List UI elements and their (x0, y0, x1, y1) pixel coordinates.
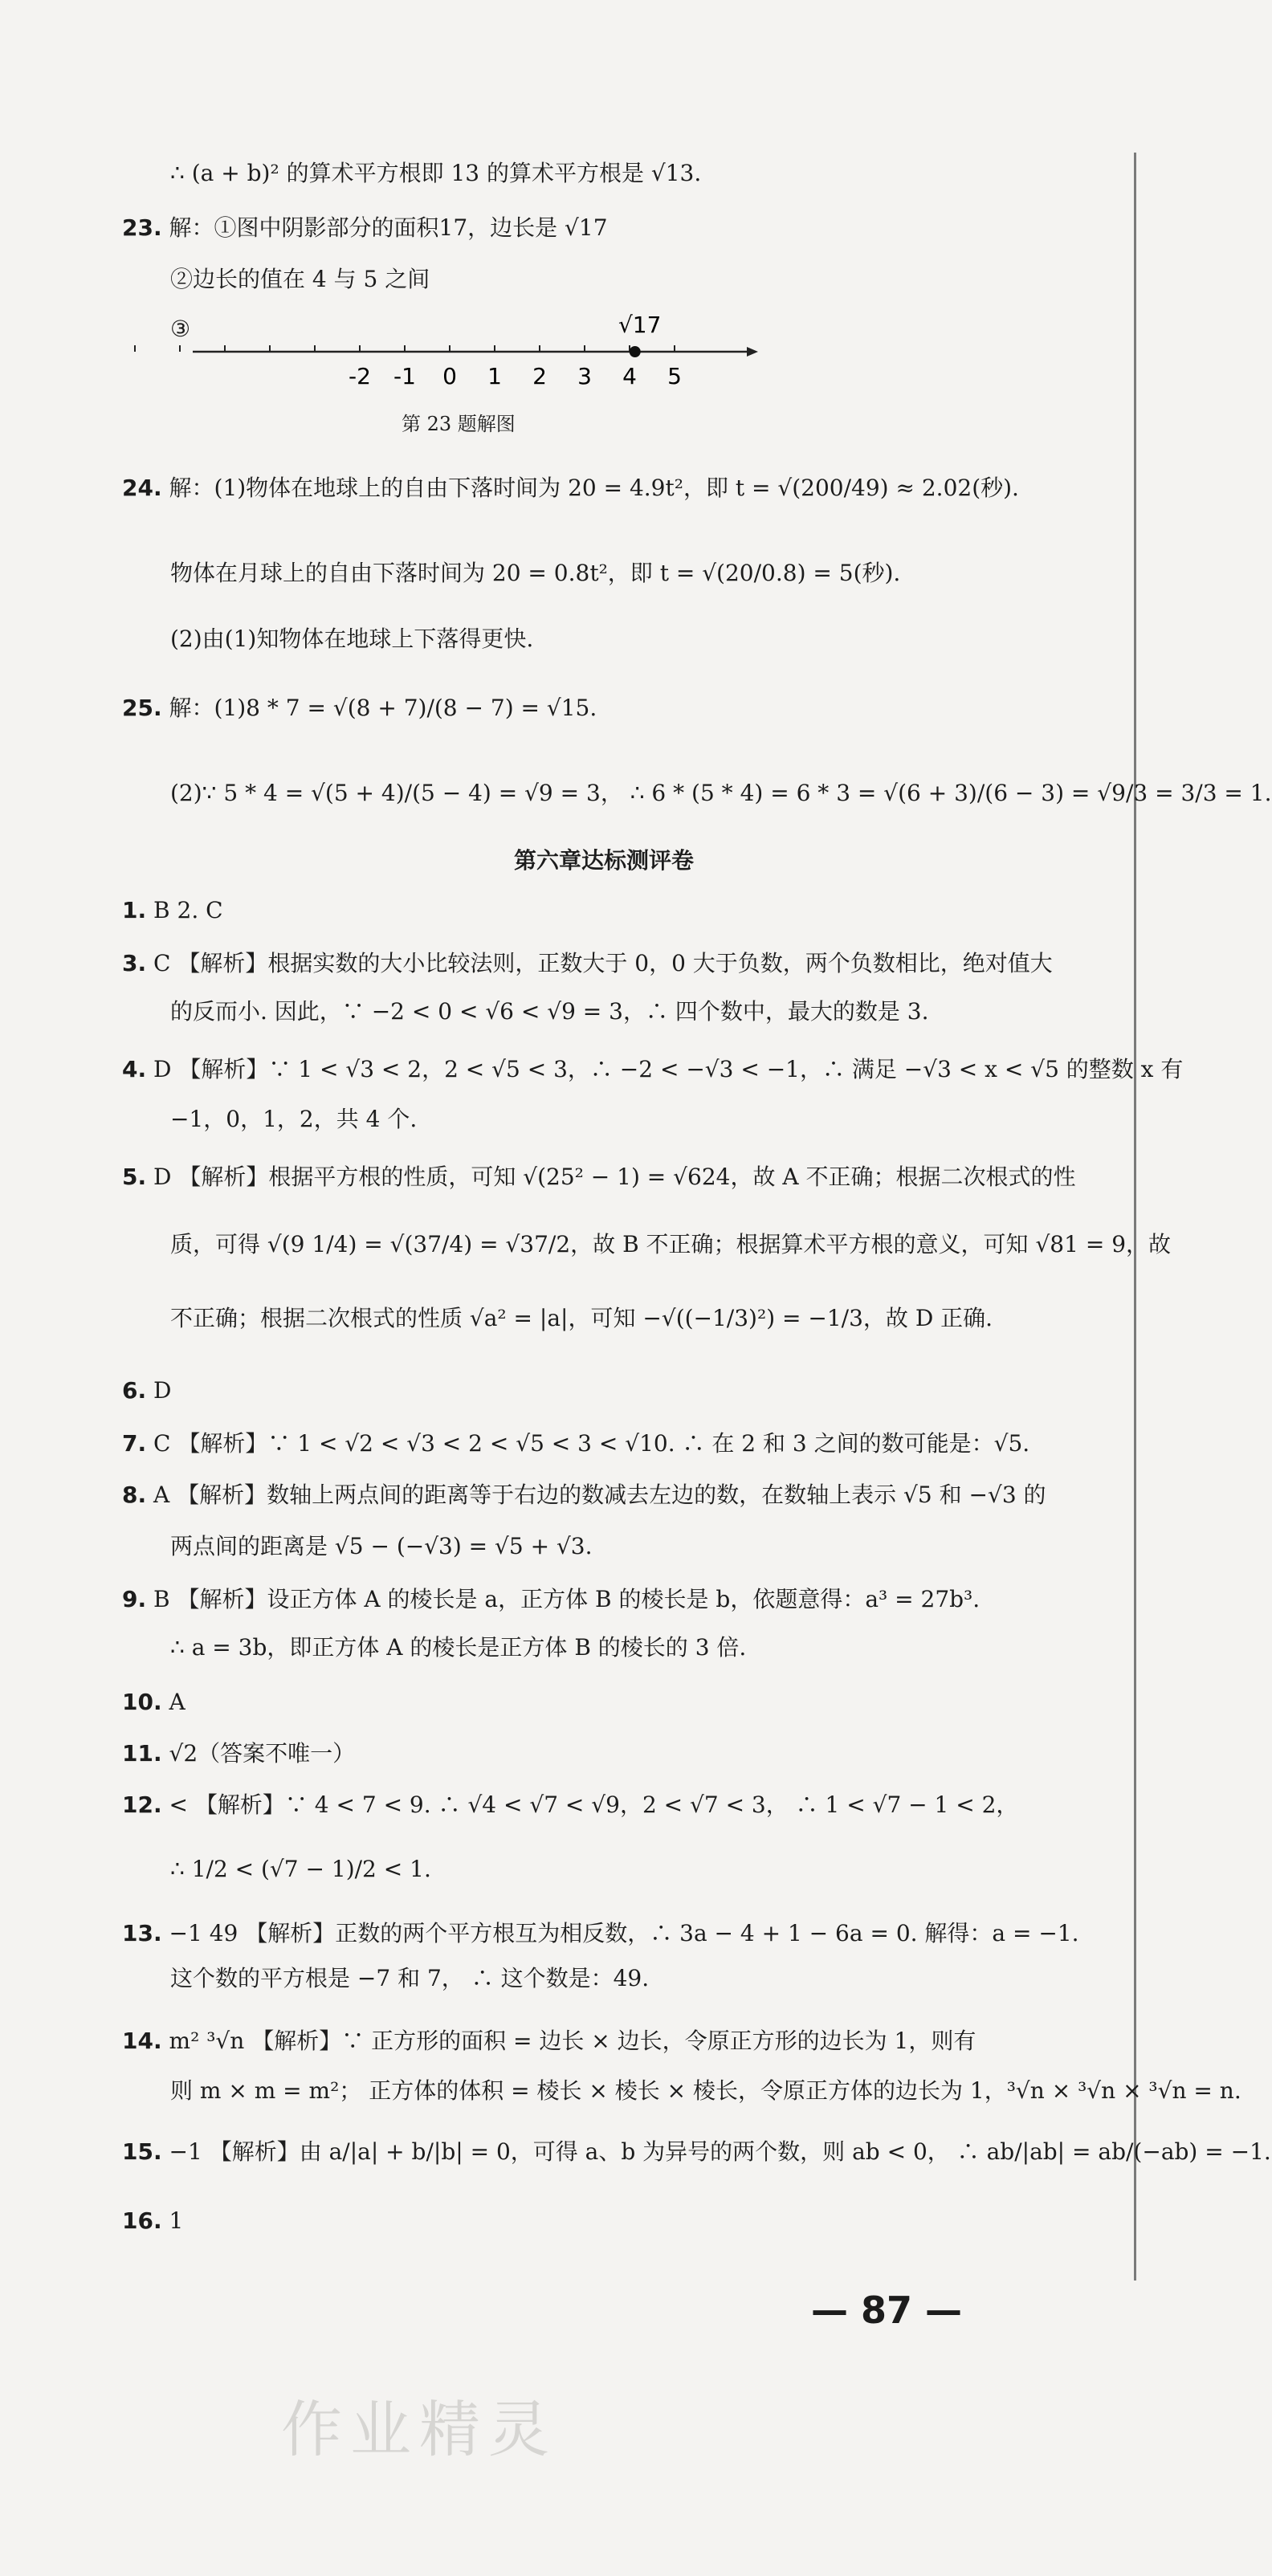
tick-label: 0 (442, 363, 457, 389)
a9-line-2: ∴ a = 3b，即正方体 A 的棱长是正方体 B 的棱长的 3 倍. (170, 1634, 747, 1661)
a3-line-1: 3. C 【解析】根据实数的大小比较法则，正数大于 0，0 大于负数，两个负数相比，绝对值大 (122, 950, 1053, 976)
q24-line-2: 物体在月球上的自由下落时间为 20 = 0.8t²，即 t = √(20/0.8) = 5(秒). (170, 560, 901, 586)
a5-line-1: 5. D 【解析】根据平方根的性质，可知 √(25² − 1) = √624，故 A 不正确；根据二次根式的性 (122, 1164, 1076, 1190)
a8-line-2: 两点间的距离是 √5 − (−√3) = √5 + √3. (170, 1533, 593, 1559)
q23-line-3: ③ (170, 316, 191, 342)
a1-2: 1. B 2. C (122, 897, 223, 923)
a4-line-1: 4. D 【解析】∵ 1 < √3 < 2，2 < √5 < 3，∴ −2 < −√3 < −1，∴ 满足 −√3 < x < √5 的整数 x 有 (122, 1056, 1184, 1082)
tick-label: -1 (393, 363, 416, 389)
binding-edge (1134, 153, 1136, 2280)
a10: 10. A (122, 1689, 186, 1715)
q23-line-2: ②边长的值在 4 与 5 之间 (170, 266, 430, 292)
a12-line-2: ∴ 1/2 < (√7 − 1)/2 < 1. (170, 1856, 431, 1882)
a7: 7. C 【解析】∵ 1 < √2 < √3 < 2 < √5 < 3 < √10. ∴ 在 2 和 3 之间的数可能是：√5. (122, 1430, 1030, 1457)
a6: 6. D (122, 1377, 172, 1404)
tick-label: 3 (577, 363, 592, 389)
a8-line-1: 8. A 【解析】数轴上两点间的距离等于右边的数减去左边的数，在数轴上表示 √5 和 −√3 的 (122, 1482, 1046, 1508)
a12-line-1: 12. < 【解析】∵ 4 < 7 < 9. ∴ √4 < √7 < √9，2 < √7 < 3， ∴ 1 < √7 − 1 < 2， (122, 1791, 1019, 1818)
number-line (185, 297, 763, 393)
tick-label: 5 (667, 363, 682, 389)
watermark: 作业精灵 (281, 2394, 557, 2465)
tick-label: -2 (349, 363, 371, 389)
tick-label: 2 (532, 363, 547, 389)
a14-line-1: 14. m² ³√n 【解析】∵ 正方形的面积 = 边长 × 边长，令原正方形的边长为 1，则有 (122, 2028, 976, 2054)
section-title: 第六章达标测评卷 (514, 847, 695, 874)
a5-line-2: 质，可得 √(9 1/4) = √(37/4) = √37/2，故 B 不正确；根据算术平方根的意义，可知 √81 = 9，故 (170, 1231, 1172, 1257)
q24-line-3: (2)由(1)知物体在地球上下落得更快. (170, 626, 534, 652)
sqrt17-label: √17 (618, 312, 662, 338)
a16: 16. 1 (122, 2207, 184, 2234)
a4-line-2: −1，0，1，2，共 4 个. (170, 1106, 418, 1132)
a3-line-2: 的反而小. 因此，∵ −2 < 0 < √6 < √9 = 3，∴ 四个数中，最大的数是 3. (170, 998, 929, 1025)
a14-line-2: 则 m × m = m²； 正方体的体积 = 棱长 × 棱长 × 棱长，令原正方体的边长为 1，³√n × ³√n × ³√n = n. (170, 2077, 1241, 2104)
a9-line-1: 9. B 【解析】设正方体 A 的棱长是 a，正方体 B 的棱长是 b，依题意得：a³ = 27b³. (122, 1586, 980, 1612)
figure-caption: 第 23 题解图 (402, 413, 516, 435)
q25-line-2: (2)∵ 5 * 4 = √(5 + 4)/(5 − 4) = √9 = 3， ∴ 6 * (5 * 4) = 6 * 3 = √(6 + 3)/(6 − 3) = √9/3 = 3/3 = 1. (170, 780, 1272, 806)
sqrt17-point (630, 346, 641, 357)
q23-line-1: 23. 解：①图中阴影部分的面积17，边长是 √17 (122, 214, 608, 241)
a5-line-3: 不正确；根据二次根式的性质 √a² = |a|，可知 −√((−1/3)²) = −1/3，故 D 正确. (170, 1305, 993, 1331)
q24-line-1: 24. 解：(1)物体在地球上的自由下落时间为 20 = 4.9t²，即 t = √(200/49) ≈ 2.02(秒). (122, 475, 1019, 501)
page-number: — 87 — (811, 2289, 963, 2332)
a13-line-1: 13. −1 49 【解析】正数的两个平方根互为相反数，∴ 3a − 4 + 1 − 6a = 0. 解得：a = −1. (122, 1920, 1079, 1946)
a13-line-2: 这个数的平方根是 −7 和 7， ∴ 这个数是：49. (170, 1965, 650, 1991)
line-0: ∴ (a + b)² 的算术平方根即 13 的算术平方根是 √13. (170, 160, 702, 186)
a11: 11. √2（答案不唯一） (122, 1740, 356, 1767)
tick-label: 1 (487, 363, 502, 389)
tick-label: 4 (622, 363, 637, 389)
a15: 15. −1 【解析】由 a/|a| + b/|b| = 0，可得 a、b 为异号的两个数，则 ab < 0， ∴ ab/|ab| = ab/(−ab) = −1. (122, 2138, 1271, 2165)
number-line-arrow (747, 347, 758, 357)
q25-line-1: 25. 解：(1)8 * 7 = √(8 + 7)/(8 − 7) = √15. (122, 695, 597, 721)
